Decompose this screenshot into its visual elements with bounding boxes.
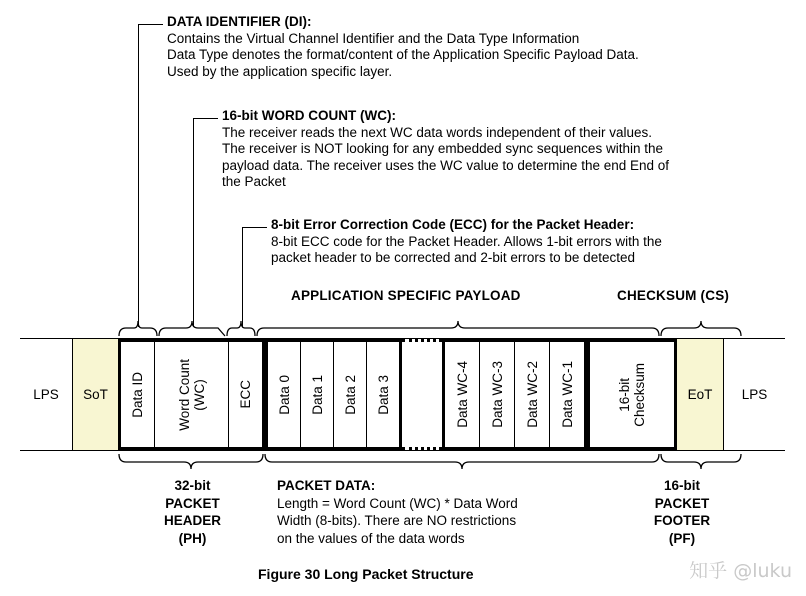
packet-cell-data-1 bbox=[300, 342, 333, 447]
packet-cell-word-count bbox=[154, 342, 228, 447]
packet-footer-group bbox=[587, 339, 677, 450]
caption-packet-data bbox=[277, 477, 518, 547]
packet-cell-word-count-line1: Word Count bbox=[176, 358, 192, 431]
caption-packet-data-line-3: on the values of the data words bbox=[277, 530, 465, 546]
caption-packet-footer-line-2: PACKET bbox=[654, 495, 710, 511]
packet-cell-sot-label: SoT bbox=[83, 387, 108, 402]
caption-packet-data-line-2: Width (8-bits). There are NO restrictions bbox=[277, 513, 517, 528]
packet-cell-checksum-label bbox=[617, 363, 647, 427]
annotation-di-title: DATA IDENTIFIER (DI): bbox=[167, 14, 312, 29]
annotation-di-line-1: Contains the Virtual Channel Identifier and the Data Type Information bbox=[167, 30, 580, 46]
packet-cell-data-wc-1 bbox=[549, 342, 584, 447]
caption-packet-header-line-4: (PH) bbox=[178, 530, 207, 546]
packet-payload-last-group bbox=[442, 339, 587, 450]
packet-cell-data-1-label: Data 1 bbox=[309, 374, 325, 415]
caption-packet-footer-line-3: FOOTER bbox=[653, 513, 711, 528]
top-braces bbox=[118, 315, 798, 337]
packet-cell-sot bbox=[72, 339, 118, 450]
packet-cell-eot-label: EoT bbox=[687, 387, 713, 402]
caption-packet-data-title: PACKET DATA: bbox=[277, 478, 376, 493]
packet-cell-data-wc-2 bbox=[514, 342, 549, 447]
packet-cell-checksum-line1: 16-bit bbox=[617, 377, 632, 412]
packet-cell-data-3-label: Data 3 bbox=[375, 374, 391, 415]
packet-cell-lps-right bbox=[723, 339, 785, 450]
annotation-ecc-body bbox=[271, 234, 662, 267]
annotation-ecc-title: 8-bit Error Correction Code (ECC) for the Packet Header: bbox=[271, 217, 635, 232]
annotation-di-line-3: Used by the application specific layer. bbox=[167, 63, 393, 79]
leader-line-ecc-vertical bbox=[242, 227, 243, 327]
leader-line-ecc-horizontal bbox=[242, 227, 267, 228]
annotation-ecc-line-1: 8-bit ECC code for the Packet Header. Allows 1-bit errors with the bbox=[271, 233, 662, 249]
annotation-di-line-2: Data Type denotes the format/content of the Application Specific Payload Data. bbox=[167, 47, 639, 63]
annotation-wc-line-2: The receiver is NOT looking for any embedded sync sequences within the bbox=[222, 141, 663, 157]
leader-line-di-horizontal bbox=[138, 24, 163, 25]
leader-line-wc-horizontal bbox=[193, 118, 218, 119]
packet-cell-lps-left-label: LPS bbox=[33, 387, 59, 402]
leader-line-di-vertical bbox=[138, 24, 139, 327]
packet-cell-checksum bbox=[590, 342, 674, 447]
packet-cell-data-2 bbox=[333, 342, 366, 447]
annotation-wc-title: 16-bit WORD COUNT (WC): bbox=[222, 108, 396, 123]
caption-packet-header-line-2: PACKET bbox=[165, 495, 220, 511]
caption-packet-footer bbox=[622, 477, 742, 547]
packet-cell-data-wc-3 bbox=[479, 342, 514, 447]
packet-cell-data-wc-4-label: Data WC-4 bbox=[454, 361, 470, 428]
packet-cell-data-wc-1-label: Data WC-1 bbox=[559, 361, 575, 428]
packet-cell-data-wc-2-label: Data WC-2 bbox=[524, 361, 540, 428]
packet-header-group bbox=[118, 339, 265, 450]
caption-packet-header-line-1: 32-bit bbox=[174, 478, 211, 493]
packet-cell-data-id bbox=[121, 342, 154, 447]
caption-packet-footer-line-1: 16-bit bbox=[663, 478, 700, 493]
caption-packet-header-line-3: HEADER bbox=[163, 513, 221, 528]
packet-cell-data-id-label: Data ID bbox=[130, 371, 145, 418]
packet-cell-data-wc-4 bbox=[445, 342, 479, 447]
packet-payload-first-group bbox=[265, 339, 402, 450]
caption-packet-header bbox=[130, 477, 255, 547]
caption-packet-footer-line-4: (PF) bbox=[668, 530, 696, 546]
packet-cell-word-count-label bbox=[177, 359, 207, 431]
leader-line-wc-vertical bbox=[193, 118, 194, 327]
annotation-ecc-line-2: packet header to be corrected and 2-bit errors to be detected bbox=[271, 250, 635, 266]
annotation-data-identifier bbox=[167, 14, 639, 80]
packet-cell-data-3 bbox=[366, 342, 399, 447]
annotation-wc-line-3: payload data. The receiver uses the WC value to determine the end End of bbox=[222, 157, 670, 173]
caption-checksum: CHECKSUM (CS) bbox=[617, 288, 730, 303]
packet-cell-checksum-line2: Checksum bbox=[632, 362, 647, 427]
figure-caption: Figure 30 Long Packet Structure bbox=[258, 566, 474, 582]
packet-cell-data-wc-3-label: Data WC-3 bbox=[489, 361, 505, 428]
packet-cell-eot bbox=[677, 339, 723, 450]
annotation-wc-line-4: the Packet bbox=[222, 174, 286, 190]
annotation-di-body bbox=[167, 31, 639, 81]
watermark: 知乎 @luku bbox=[689, 560, 792, 582]
packet-cell-lps-right-label: LPS bbox=[741, 387, 768, 402]
packet-cell-word-count-line2: (WC) bbox=[191, 378, 207, 411]
packet-cell-data-2-label: Data 2 bbox=[342, 374, 358, 415]
packet-bar bbox=[20, 338, 785, 451]
caption-application-specific-payload: APPLICATION SPECIFIC PAYLOAD bbox=[291, 288, 521, 303]
annotation-ecc bbox=[271, 217, 662, 267]
annotation-word-count bbox=[222, 108, 669, 191]
packet-cell-data-0-label: Data 0 bbox=[276, 374, 292, 415]
packet-payload-continuation-gap bbox=[402, 339, 442, 450]
bottom-braces bbox=[118, 453, 798, 475]
packet-cell-lps-left bbox=[20, 339, 72, 450]
annotation-wc-body bbox=[222, 125, 669, 191]
packet-cell-data-0 bbox=[268, 342, 300, 447]
caption-packet-data-line-1: Length = Word Count (WC) * Data Word bbox=[277, 495, 518, 511]
packet-cell-ecc-label: ECC bbox=[238, 380, 253, 409]
packet-cell-ecc bbox=[228, 342, 262, 447]
annotation-wc-line-1: The receiver reads the next WC data words independent of their values. bbox=[222, 124, 652, 140]
